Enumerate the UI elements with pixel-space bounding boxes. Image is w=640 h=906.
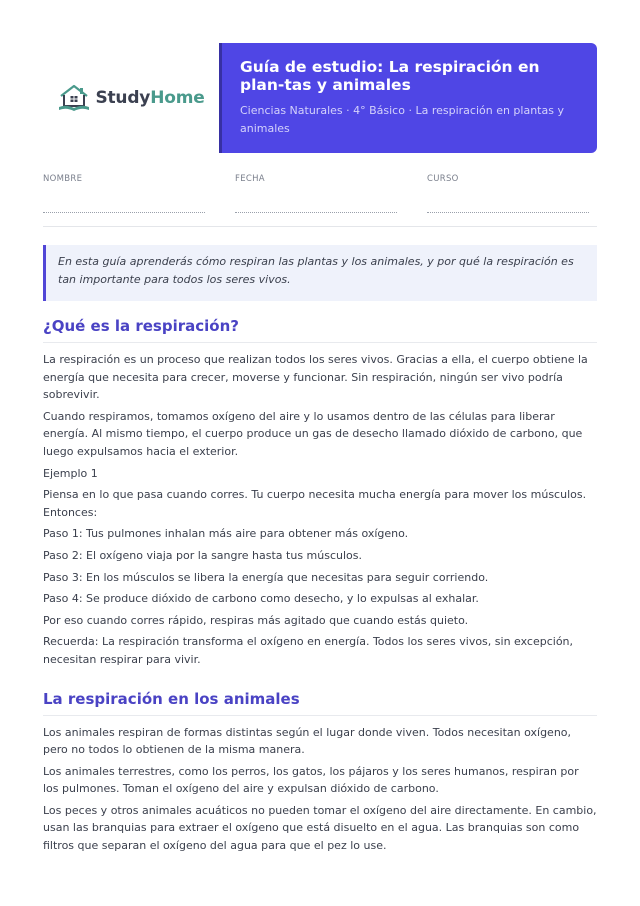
paragraph: Por eso cuando corres rápido, respiras más agitado que cuando estás quieto. bbox=[43, 613, 469, 627]
field-label: NOMBRE bbox=[43, 174, 83, 184]
field-line bbox=[235, 212, 397, 213]
logo-wordmark: StudyHome bbox=[95, 88, 205, 108]
field-label: FECHA bbox=[235, 174, 265, 184]
page-subtitle: Ciencias Naturales · 4° Básico · La respiración en plantas y animales bbox=[240, 104, 564, 135]
field-line bbox=[43, 212, 205, 213]
intro-callout: En esta guía aprenderás cómo respiran las plantas y los animales, y por qué la respiración es tan importante para todos los seres vivos. bbox=[43, 245, 597, 301]
field-fecha[interactable] bbox=[235, 174, 397, 184]
paragraph: La respiración es un proceso que realizan todos los seres vivos. Gracias a ella, el cuerpo obtiene la energía que necesita para crecer, moverse y funcionar. Sin respiración, ningún ser vivo podría sobrevivir. bbox=[43, 353, 588, 402]
field-label: CURSO bbox=[427, 174, 459, 184]
step-item: Paso 4: Se produce dióxido de carbono como desecho, y lo expulsas al exhalar. bbox=[43, 592, 479, 606]
field-nombre[interactable] bbox=[43, 174, 205, 184]
section-heading: ¿Qué es la respiración? bbox=[43, 316, 597, 343]
step-item: Paso 2: El oxígeno viaja por la sangre hasta tus músculos. bbox=[43, 548, 362, 562]
studyhome-logo bbox=[57, 84, 204, 112]
paragraph: Los animales terrestres, como los perros, los gatos, los pájaros y los seres humanos, respiran por los pulmones. Toman el oxígeno del aire y expulsan dióxido de carbono. bbox=[43, 764, 579, 796]
section-respiracion-animales bbox=[43, 689, 597, 855]
example-label: Ejemplo 1 bbox=[43, 466, 98, 480]
field-curso[interactable] bbox=[427, 174, 589, 184]
logo-area bbox=[43, 44, 219, 152]
step-item: Paso 3: En los músculos se libera la energía que necesitas para seguir corriendo. bbox=[43, 570, 489, 584]
paragraph: Cuando respiramos, tomamos oxígeno del aire y lo usamos dentro de las células para liberar energía. Al mismo tiempo, el cuerpo produce un gas de desecho llamado dióxido de carbono, que luego expulsamos hacia el exterior. bbox=[43, 409, 583, 458]
section-que-es-respiracion bbox=[43, 316, 597, 669]
header-banner bbox=[219, 43, 597, 153]
section-heading: La respiración en los animales bbox=[43, 689, 597, 716]
main-content bbox=[43, 316, 597, 855]
paragraph: Piensa en lo que pasa cuando corres. Tu cuerpo necesita mucha energía para mover los músculos. Entonces: bbox=[43, 488, 587, 519]
page-title: Guía de estudio: La respiración en plan-tas y animales bbox=[240, 58, 540, 94]
step-item: Paso 1: Tus pulmones inhalan más aire para obtener más oxígeno. bbox=[43, 527, 409, 541]
student-info-fields bbox=[43, 174, 597, 227]
house-book-icon bbox=[57, 84, 91, 112]
reminder-note: Recuerda: La respiración transforma el oxígeno en energía. Todos los seres vivos, sin excepción, necesitan respirar para vivir. bbox=[43, 635, 574, 666]
paragraph: Los animales respiran de formas distintas según el lugar donde viven. Todos necesitan oxígeno, pero no todos lo obtienen de la misma manera. bbox=[43, 725, 572, 757]
field-line bbox=[427, 212, 589, 213]
paragraph: Los peces y otros animales acuáticos no pueden tomar el oxígeno del aire directamente. En cambio, usan las branquias para extraer el oxígeno que está disuelto en el agua. Las branquias son como filtros que separan el oxígeno del agua para que el pez lo use. bbox=[43, 803, 597, 853]
